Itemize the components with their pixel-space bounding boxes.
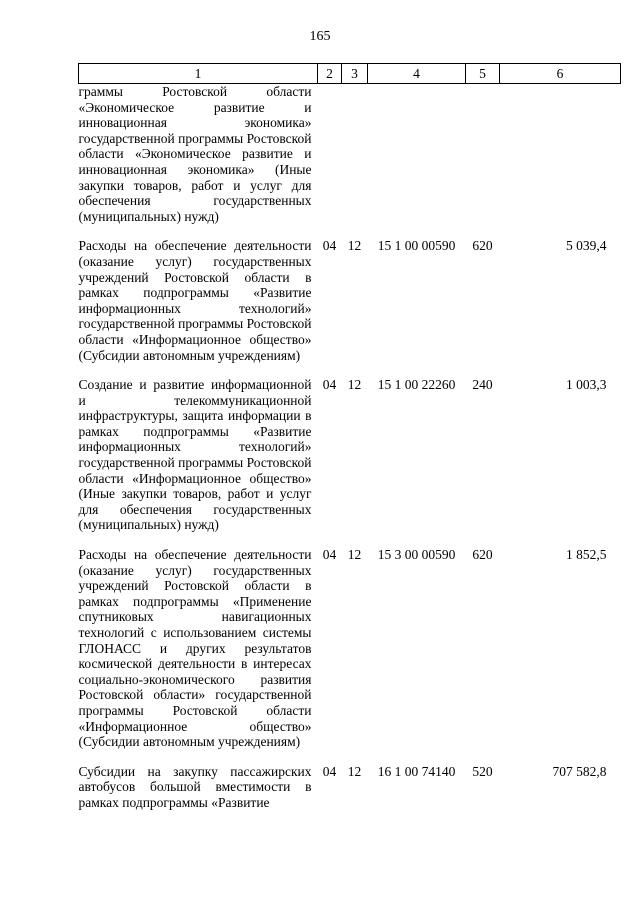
page-number: 165 (309, 29, 331, 44)
row-amount: 5 039,4 (566, 238, 607, 254)
row-amount: 1 852,5 (566, 547, 607, 563)
row-col2: 04 (322, 547, 337, 563)
header-col-6: 6 (500, 64, 621, 84)
row-amount: 707 582,8 (552, 763, 607, 779)
row-col5: 620 (472, 238, 493, 254)
row-col4: 15 3 00 00590 (377, 547, 456, 563)
row-col5: 520 (472, 763, 493, 779)
row-col5 (466, 84, 500, 225)
row-description: Расходы на обеспечение деятельности (оказание услуг) государственных учреждений Ростовской области в рамках подпрограммы «Развитие информационных технологий» государственной программы Ростовской области «Информационное общество» (Субсидии автономным учреждениям) (78, 238, 312, 363)
row-amount: 1 003,3 (566, 377, 607, 393)
row-col4: 16 1 00 74140 (377, 763, 456, 779)
row-col3 (342, 84, 368, 225)
header-col-2: 2 (318, 64, 342, 84)
row-col5: 240 (472, 377, 493, 393)
row-col2: 04 (322, 763, 337, 779)
row-col2: 04 (322, 238, 337, 254)
row-description: Субсидии на закупку пассажирских автобусов большой вместимости в рамках подпрограммы «Развитие (78, 763, 312, 810)
row-description: Расходы на обеспечение деятельности (оказание услуг) государственных учреждений Ростовской области в рамках подпрограммы «Применение спутниковых навигационных технологий с использованием системы ГЛОНАСС и других результатов космической деятельности в интересах социально-экономического развития Ростовской области» государственной программы Ростовской области «Информационное общество» (Субсидии автономным учреждениям) (78, 547, 312, 750)
row-col2 (318, 84, 342, 225)
header-col-4: 4 (368, 64, 466, 84)
row-col4: 15 1 00 00590 (377, 238, 456, 254)
table-row (79, 533, 621, 750)
row-col4: 15 1 00 22260 (377, 377, 456, 393)
table-row (79, 84, 621, 225)
row-col3: 12 (347, 763, 362, 779)
row-col5: 620 (472, 547, 493, 563)
table-header-row (79, 64, 621, 84)
row-description: граммы Ростовской области «Экономическое развитие и инновационная экономика» государственной программы Ростовской области «Экономическое развитие и инновационная экономика» (Иные закупки товаров, работ и услуг для обеспечения государственных (муниципальных) нужд) (78, 84, 312, 224)
row-amount (500, 84, 621, 225)
row-col4 (368, 84, 466, 225)
table-row (79, 224, 621, 363)
table-row (79, 363, 621, 533)
row-col3: 12 (347, 547, 362, 563)
row-description: Создание и развитие информационной и телекоммуникационной инфраструктуры, защита информации в рамках подпрограммы «Развитие информационных технологий» государственной программы Ростовской области «Информационное общество» (Иные закупки товаров, работ и услуг для обеспечения государственных (муниципальных) нужд) (78, 377, 312, 533)
header-col-1: 1 (79, 64, 318, 84)
row-col3: 12 (347, 377, 362, 393)
header-col-5: 5 (466, 64, 500, 84)
header-col-3: 3 (342, 64, 368, 84)
row-col3: 12 (347, 238, 362, 254)
table-row (79, 750, 621, 811)
budget-table (78, 63, 621, 811)
row-col2: 04 (322, 377, 337, 393)
